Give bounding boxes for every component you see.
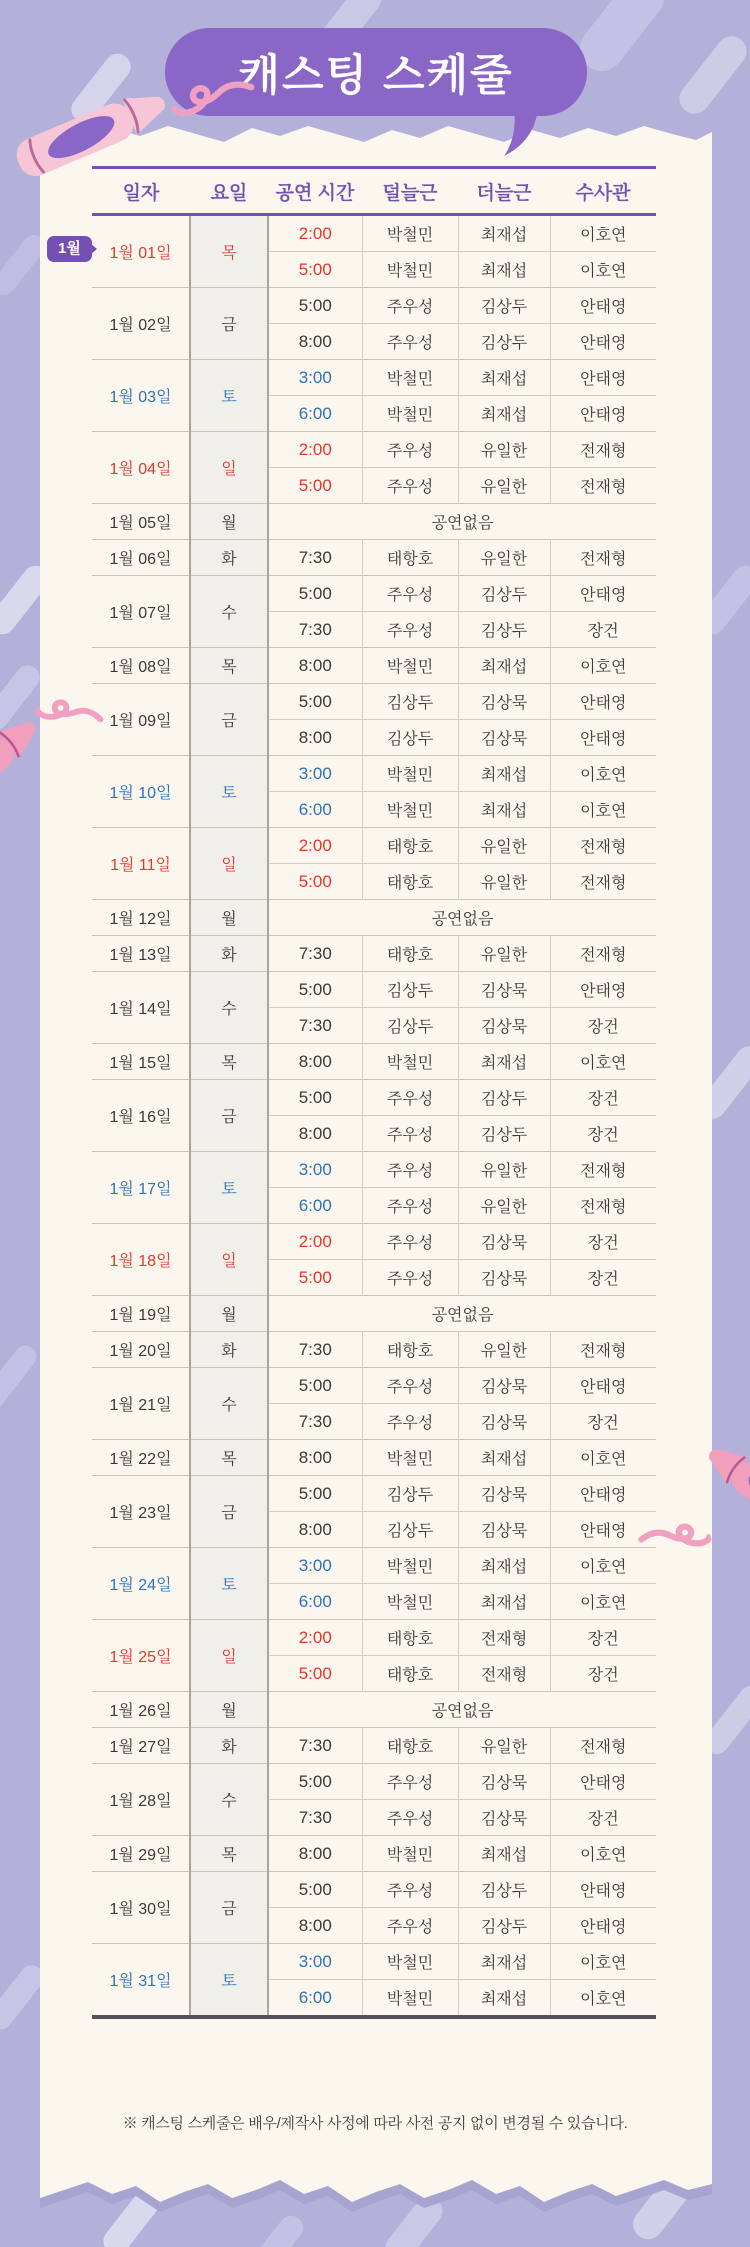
schedule-row <box>92 1836 656 1872</box>
day-of-week-cell: 금 <box>190 1080 268 1152</box>
cast-cell: 최재섭 <box>458 648 550 684</box>
schedule-row <box>92 576 656 612</box>
day-of-week-cell: 수 <box>190 576 268 648</box>
cast-cell: 장건 <box>550 1800 656 1836</box>
month-badge <box>47 236 92 262</box>
schedule-row <box>92 1152 656 1188</box>
cast-cell: 김상두 <box>362 1512 458 1548</box>
showtime-cell: 8:00 <box>268 1440 362 1476</box>
cast-cell: 태항호 <box>362 828 458 864</box>
cast-cell: 박철민 <box>362 1836 458 1872</box>
cast-cell: 박철민 <box>362 1944 458 1980</box>
cast-cell: 태항호 <box>362 936 458 972</box>
showtime-cell: 2:00 <box>268 215 362 252</box>
cast-cell: 박철민 <box>362 1584 458 1620</box>
date-cell: 1월 27일 <box>92 1728 190 1764</box>
cast-cell: 전재형 <box>458 1620 550 1656</box>
cast-cell: 김상두 <box>362 1008 458 1044</box>
cast-cell: 전재형 <box>550 828 656 864</box>
day-of-week-cell: 일 <box>190 1224 268 1296</box>
page-title: 캐스팅 스케줄 <box>238 51 514 100</box>
cast-cell: 김상두 <box>458 1908 550 1944</box>
cast-cell: 박철민 <box>362 648 458 684</box>
showtime-cell: 5:00 <box>268 1260 362 1296</box>
cast-cell: 안태영 <box>550 720 656 756</box>
cast-cell: 장건 <box>550 1404 656 1440</box>
column-header-day: 요일 <box>190 168 268 215</box>
showtime-cell: 8:00 <box>268 1512 362 1548</box>
schedule-row <box>92 900 656 936</box>
cast-cell: 박철민 <box>362 360 458 396</box>
cast-cell: 최재섭 <box>458 756 550 792</box>
date-cell: 1월 01일 <box>92 215 190 288</box>
no-show-cell: 공연없음 <box>268 900 656 936</box>
date-cell: 1월 12일 <box>92 900 190 936</box>
showtime-cell: 6:00 <box>268 1584 362 1620</box>
day-of-week-cell: 일 <box>190 828 268 900</box>
cast-cell: 장건 <box>550 612 656 648</box>
cast-cell: 태항호 <box>362 1620 458 1656</box>
date-cell: 1월 29일 <box>92 1836 190 1872</box>
date-cell: 1월 10일 <box>92 756 190 828</box>
showtime-cell: 5:00 <box>268 288 362 324</box>
showtime-cell: 5:00 <box>268 1872 362 1908</box>
cast-cell: 김상묵 <box>458 684 550 720</box>
cast-cell: 장건 <box>550 1080 656 1116</box>
no-show-cell: 공연없음 <box>268 504 656 540</box>
showtime-cell: 6:00 <box>268 792 362 828</box>
cast-cell: 최재섭 <box>458 215 550 252</box>
cast-cell: 최재섭 <box>458 1944 550 1980</box>
showtime-cell: 5:00 <box>268 972 362 1008</box>
day-of-week-cell: 월 <box>190 900 268 936</box>
showtime-cell: 5:00 <box>268 1764 362 1800</box>
cast-cell: 안태영 <box>550 576 656 612</box>
cast-cell: 박철민 <box>362 396 458 432</box>
cast-cell: 장건 <box>550 1656 656 1692</box>
showtime-cell: 5:00 <box>268 468 362 504</box>
cast-cell: 최재섭 <box>458 1980 550 2018</box>
schedule-row <box>92 288 656 324</box>
pink-squiggle-icon <box>172 80 256 120</box>
day-of-week-cell: 수 <box>190 972 268 1044</box>
cast-cell: 김상두 <box>458 1872 550 1908</box>
schedule-row <box>92 215 656 252</box>
date-cell: 1월 22일 <box>92 1440 190 1476</box>
no-show-cell: 공연없음 <box>268 1692 656 1728</box>
cast-cell: 전재형 <box>550 1188 656 1224</box>
cast-cell: 김상묵 <box>458 1800 550 1836</box>
day-of-week-cell: 금 <box>190 1872 268 1944</box>
cast-cell: 김상두 <box>458 1080 550 1116</box>
showtime-cell: 7:30 <box>268 936 362 972</box>
cast-cell: 박철민 <box>362 1440 458 1476</box>
day-of-week-cell: 화 <box>190 1728 268 1764</box>
date-cell: 1월 02일 <box>92 288 190 360</box>
day-of-week-cell: 토 <box>190 1944 268 2018</box>
showtime-cell: 8:00 <box>268 720 362 756</box>
cast-cell: 이호연 <box>550 648 656 684</box>
cast-cell: 박철민 <box>362 252 458 288</box>
date-cell: 1월 06일 <box>92 540 190 576</box>
cast-cell: 김상묵 <box>458 1260 550 1296</box>
cast-cell: 박철민 <box>362 1980 458 2018</box>
background-streak <box>252 2211 308 2247</box>
schedule-row <box>92 1440 656 1476</box>
cast-cell: 이호연 <box>550 215 656 252</box>
cast-cell: 장건 <box>550 1224 656 1260</box>
cast-cell: 전재형 <box>550 468 656 504</box>
schedule-row <box>92 936 656 972</box>
day-of-week-cell: 목 <box>190 1044 268 1080</box>
showtime-cell: 5:00 <box>268 1368 362 1404</box>
schedule-row <box>92 1548 656 1584</box>
showtime-cell: 8:00 <box>268 324 362 360</box>
cast-cell: 박철민 <box>362 1548 458 1584</box>
schedule-row <box>92 1764 656 1800</box>
showtime-cell: 7:30 <box>268 612 362 648</box>
date-cell: 1월 08일 <box>92 648 190 684</box>
background-streak <box>673 30 750 119</box>
table-header-row <box>92 168 656 215</box>
cast-cell: 김상두 <box>362 684 458 720</box>
showtime-cell: 5:00 <box>268 252 362 288</box>
schedule-row <box>92 1692 656 1728</box>
schedule-row <box>92 756 656 792</box>
cast-cell: 최재섭 <box>458 1548 550 1584</box>
cast-cell: 유일한 <box>458 936 550 972</box>
cast-cell: 안태영 <box>550 1908 656 1944</box>
schedule-row <box>92 1044 656 1080</box>
column-header-showtime: 공연 시간 <box>268 168 362 215</box>
schedule-row <box>92 684 656 720</box>
cast-cell: 최재섭 <box>458 1836 550 1872</box>
cast-cell: 안태영 <box>550 396 656 432</box>
cast-cell: 전재형 <box>458 1656 550 1692</box>
day-of-week-cell: 일 <box>190 1620 268 1692</box>
cast-cell: 안태영 <box>550 1764 656 1800</box>
date-cell: 1월 26일 <box>92 1692 190 1728</box>
date-cell: 1월 04일 <box>92 432 190 504</box>
cast-cell: 이호연 <box>550 1944 656 1980</box>
cast-cell: 유일한 <box>458 1728 550 1764</box>
showtime-cell: 6:00 <box>268 396 362 432</box>
showtime-cell: 7:30 <box>268 1800 362 1836</box>
showtime-cell: 8:00 <box>268 1116 362 1152</box>
date-cell: 1월 23일 <box>92 1476 190 1548</box>
cast-cell: 주우성 <box>362 1908 458 1944</box>
cast-cell: 김상묵 <box>458 1008 550 1044</box>
cast-cell: 주우성 <box>362 1872 458 1908</box>
cast-cell: 주우성 <box>362 1080 458 1116</box>
cast-cell: 김상두 <box>458 612 550 648</box>
date-cell: 1월 05일 <box>92 504 190 540</box>
date-cell: 1월 18일 <box>92 1224 190 1296</box>
cast-cell: 주우성 <box>362 1188 458 1224</box>
column-header-role2: 더늘근 <box>458 168 550 215</box>
cast-cell: 김상묵 <box>458 1476 550 1512</box>
cast-cell: 장건 <box>550 1260 656 1296</box>
cast-cell: 김상두 <box>458 288 550 324</box>
cast-cell: 박철민 <box>362 1044 458 1080</box>
cast-cell: 태항호 <box>362 540 458 576</box>
cast-cell: 김상두 <box>362 720 458 756</box>
day-of-week-cell: 수 <box>190 1368 268 1440</box>
cast-cell: 김상묵 <box>458 1368 550 1404</box>
cast-cell: 전재형 <box>550 864 656 900</box>
cast-cell: 태항호 <box>362 864 458 900</box>
showtime-cell: 2:00 <box>268 432 362 468</box>
day-of-week-cell: 화 <box>190 540 268 576</box>
schedule-row <box>92 432 656 468</box>
schedule-row <box>92 972 656 1008</box>
cast-cell: 전재형 <box>550 1728 656 1764</box>
showtime-cell: 7:30 <box>268 540 362 576</box>
cast-cell: 장건 <box>550 1620 656 1656</box>
date-cell: 1월 14일 <box>92 972 190 1044</box>
date-cell: 1월 31일 <box>92 1944 190 2018</box>
column-header-investigator: 수사관 <box>550 168 656 215</box>
day-of-week-cell: 금 <box>190 1476 268 1548</box>
day-of-week-cell: 화 <box>190 936 268 972</box>
cast-cell: 이호연 <box>550 1440 656 1476</box>
schedule-row <box>92 1476 656 1512</box>
cast-cell: 이호연 <box>550 1584 656 1620</box>
cast-cell: 김상두 <box>362 1476 458 1512</box>
cast-cell: 김상두 <box>458 1116 550 1152</box>
cast-cell: 유일한 <box>458 1332 550 1368</box>
cast-cell: 안태영 <box>550 360 656 396</box>
day-of-week-cell: 목 <box>190 648 268 684</box>
day-of-week-cell: 토 <box>190 1548 268 1620</box>
cast-cell: 유일한 <box>458 828 550 864</box>
cast-cell: 김상묵 <box>458 720 550 756</box>
day-of-week-cell: 목 <box>190 1836 268 1872</box>
day-of-week-cell: 금 <box>190 684 268 756</box>
showtime-cell: 2:00 <box>268 1224 362 1260</box>
showtime-cell: 2:00 <box>268 828 362 864</box>
showtime-cell: 7:30 <box>268 1332 362 1368</box>
showtime-cell: 6:00 <box>268 1980 362 2018</box>
day-of-week-cell: 화 <box>190 1332 268 1368</box>
showtime-cell: 7:30 <box>268 1728 362 1764</box>
cast-cell: 주우성 <box>362 576 458 612</box>
cast-cell: 태항호 <box>362 1332 458 1368</box>
cast-cell: 주우성 <box>362 612 458 648</box>
date-cell: 1월 13일 <box>92 936 190 972</box>
day-of-week-cell: 금 <box>190 288 268 360</box>
cast-cell: 주우성 <box>362 1152 458 1188</box>
date-cell: 1월 21일 <box>92 1368 190 1440</box>
cast-cell: 안태영 <box>550 324 656 360</box>
day-of-week-cell: 토 <box>190 756 268 828</box>
cast-cell: 이호연 <box>550 792 656 828</box>
date-cell: 1월 19일 <box>92 1296 190 1332</box>
day-of-week-cell: 목 <box>190 215 268 288</box>
cast-cell: 유일한 <box>458 468 550 504</box>
cast-cell: 김상묵 <box>458 1224 550 1260</box>
cast-cell: 안태영 <box>550 1368 656 1404</box>
date-cell: 1월 24일 <box>92 1548 190 1620</box>
showtime-cell: 6:00 <box>268 1188 362 1224</box>
showtime-cell: 3:00 <box>268 1152 362 1188</box>
showtime-cell: 8:00 <box>268 1044 362 1080</box>
cast-cell: 전재형 <box>550 432 656 468</box>
cast-cell: 최재섭 <box>458 792 550 828</box>
showtime-cell: 5:00 <box>268 684 362 720</box>
schedule-row <box>92 1224 656 1260</box>
cast-cell: 전재형 <box>550 1332 656 1368</box>
showtime-cell: 5:00 <box>268 1080 362 1116</box>
day-of-week-cell: 토 <box>190 1152 268 1224</box>
cast-cell: 최재섭 <box>458 1440 550 1476</box>
cast-cell: 김상묵 <box>458 1512 550 1548</box>
cast-cell: 전재형 <box>550 540 656 576</box>
cast-cell: 주우성 <box>362 1260 458 1296</box>
cast-cell: 주우성 <box>362 1404 458 1440</box>
cast-cell: 이호연 <box>550 1836 656 1872</box>
cast-cell: 안태영 <box>550 1476 656 1512</box>
cast-cell: 주우성 <box>362 1764 458 1800</box>
cast-cell: 장건 <box>550 1116 656 1152</box>
cast-cell: 박철민 <box>362 756 458 792</box>
cast-cell: 주우성 <box>362 1224 458 1260</box>
day-of-week-cell: 수 <box>190 1764 268 1836</box>
cast-cell: 김상두 <box>362 972 458 1008</box>
day-of-week-cell: 월 <box>190 1692 268 1728</box>
showtime-cell: 7:30 <box>268 1008 362 1044</box>
date-cell: 1월 17일 <box>92 1152 190 1224</box>
day-of-week-cell: 월 <box>190 1296 268 1332</box>
schedule-row <box>92 1620 656 1656</box>
cast-cell: 유일한 <box>458 432 550 468</box>
cast-cell: 주우성 <box>362 468 458 504</box>
cast-cell: 최재섭 <box>458 396 550 432</box>
cast-cell: 이호연 <box>550 1980 656 2018</box>
no-show-cell: 공연없음 <box>268 1296 656 1332</box>
date-cell: 1월 15일 <box>92 1044 190 1080</box>
showtime-cell: 8:00 <box>268 1836 362 1872</box>
cast-cell: 이호연 <box>550 1044 656 1080</box>
showtime-cell: 5:00 <box>268 1656 362 1692</box>
cast-cell: 유일한 <box>458 1188 550 1224</box>
date-cell: 1월 11일 <box>92 828 190 900</box>
column-header-date: 일자 <box>92 168 190 215</box>
showtime-cell: 3:00 <box>268 756 362 792</box>
cast-cell: 유일한 <box>458 864 550 900</box>
month-badge-label: 1월 <box>58 240 81 257</box>
showtime-cell: 8:00 <box>268 648 362 684</box>
cast-cell: 태항호 <box>362 1656 458 1692</box>
cast-cell: 태항호 <box>362 1728 458 1764</box>
schedule-row <box>92 1728 656 1764</box>
cast-cell: 박철민 <box>362 215 458 252</box>
showtime-cell: 2:00 <box>268 1620 362 1656</box>
cast-cell: 전재형 <box>550 936 656 972</box>
background-streak <box>0 1341 41 1414</box>
bubble-tail <box>498 108 550 158</box>
cast-cell: 주우성 <box>362 432 458 468</box>
cast-cell: 최재섭 <box>458 1584 550 1620</box>
cast-cell: 주우성 <box>362 324 458 360</box>
day-of-week-cell: 일 <box>190 432 268 504</box>
date-cell: 1월 30일 <box>92 1872 190 1944</box>
showtime-cell: 5:00 <box>268 864 362 900</box>
day-of-week-cell: 토 <box>190 360 268 432</box>
cast-cell: 박철민 <box>362 792 458 828</box>
showtime-cell: 3:00 <box>268 1548 362 1584</box>
date-cell: 1월 07일 <box>92 576 190 648</box>
schedule-row <box>92 828 656 864</box>
schedule-row <box>92 1332 656 1368</box>
showtime-cell: 8:00 <box>268 1908 362 1944</box>
cast-cell: 전재형 <box>550 1152 656 1188</box>
cast-cell: 유일한 <box>458 540 550 576</box>
schedule-row <box>92 648 656 684</box>
schedule-row <box>92 1368 656 1404</box>
schedule-row <box>92 1296 656 1332</box>
cast-cell: 주우성 <box>362 1368 458 1404</box>
footer-note: ※ 캐스팅 스케줄은 배우/제작사 사정에 따라 사전 공지 없이 변경될 수 있습니다. <box>122 2115 628 2132</box>
schedule-row <box>92 1080 656 1116</box>
date-cell: 1월 03일 <box>92 360 190 432</box>
cast-cell: 안태영 <box>550 1872 656 1908</box>
showtime-cell: 7:30 <box>268 1404 362 1440</box>
cast-cell: 안태영 <box>550 684 656 720</box>
cast-cell: 이호연 <box>550 756 656 792</box>
cast-cell: 김상묵 <box>458 1764 550 1800</box>
cast-cell: 김상묵 <box>458 1404 550 1440</box>
date-cell: 1월 09일 <box>92 684 190 756</box>
date-cell: 1월 20일 <box>92 1332 190 1368</box>
schedule-row <box>92 540 656 576</box>
cast-cell: 최재섭 <box>458 1044 550 1080</box>
cast-cell: 안태영 <box>550 1512 656 1548</box>
showtime-cell: 3:00 <box>268 360 362 396</box>
day-of-week-cell: 목 <box>190 1440 268 1476</box>
schedule-row <box>92 1872 656 1908</box>
showtime-cell: 5:00 <box>268 576 362 612</box>
date-cell: 1월 16일 <box>92 1080 190 1152</box>
cast-cell: 김상두 <box>458 576 550 612</box>
cast-cell: 최재섭 <box>458 252 550 288</box>
cast-cell: 주우성 <box>362 1116 458 1152</box>
schedule-table <box>92 166 656 2019</box>
cast-cell: 안태영 <box>550 288 656 324</box>
cast-cell: 이호연 <box>550 1548 656 1584</box>
cast-cell: 주우성 <box>362 288 458 324</box>
schedule-row <box>92 504 656 540</box>
date-cell: 1월 25일 <box>92 1620 190 1692</box>
showtime-cell: 5:00 <box>268 1476 362 1512</box>
cast-cell: 이호연 <box>550 252 656 288</box>
schedule-row <box>92 360 656 396</box>
cast-cell: 장건 <box>550 1008 656 1044</box>
cast-cell: 유일한 <box>458 1152 550 1188</box>
column-header-role1: 덜늘근 <box>362 168 458 215</box>
cast-cell: 안태영 <box>550 972 656 1008</box>
day-of-week-cell: 월 <box>190 504 268 540</box>
date-cell: 1월 28일 <box>92 1764 190 1836</box>
showtime-cell: 3:00 <box>268 1944 362 1980</box>
cast-cell: 김상두 <box>458 324 550 360</box>
cast-cell: 주우성 <box>362 1800 458 1836</box>
cast-cell: 최재섭 <box>458 360 550 396</box>
cast-cell: 김상묵 <box>458 972 550 1008</box>
schedule-row <box>92 1944 656 1980</box>
